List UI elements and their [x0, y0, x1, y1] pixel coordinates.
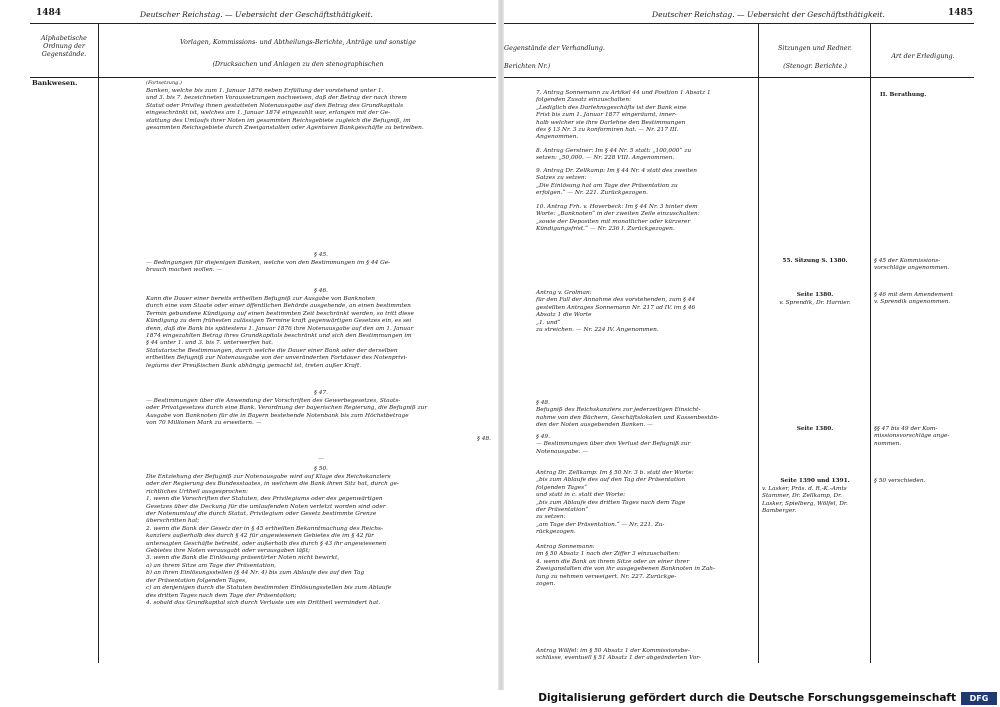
motion-9: 9. Antrag Dr. Zellkamp: Im § 44 Nr. 4 statt des zweiten Satzes zu setzen: „Die Einlösung hat am Tage der Präsentation zu erfolgen.“ — Nr. 221. Zurückgezogen.	[536, 168, 698, 197]
motion-grolman: Antrag v. Grolman: für den Fall der Annahme des vorstehenden, zum § 44 gestellten Antrages Sonnemann Nr. 217 ad IV. im § 46 Absatz 1 die Worte „1. und“ zu streichen. — Nr. 224 IV. Angenommen.	[536, 290, 696, 334]
section-50-text: Die Entziehung der Befugniß zur Notenausgabe wird auf Klage des Reichskanzlers oder der Regierung des Bundesstaates, in welchem die Bank ihren Sitz hat, durch ge- richtliches Urtheil ausgesprochen: 1. wenn die Vorschriften der Statuten, des Privilegiums oder des gegenwärtigen Gesetzes über die Deckung für die umlaufenden Noten verletzt worden sind oder der Notenumlauf die durch Statut, Privilegium oder Gesetz bestimmte Grenze überschritten hat; 2. wenn die Bank der Gesetz der in § 45 ertheilten Bekanntmachung des Reichs- kanzlers außerhalb des durch § 42 für angewiesenen Gebietes die im § 42 für untersagten Geschäfte betreibt, oder außerhalb des durch § 43 ihr angewiesenen Gebietes ihre Noten verausgabt oder verausgaben läßt; 3. wenn die Bank die Einlösung präsentirter Noten nicht bewirkt, a) an ihrem Sitze am Tage der Präsentation, b) an ihren Einlösungsstellen (§ 44 Nr. 4) bis zum Ablaufe des auf den Tag der Präsentation folgenden Tages, c) an denjenigen durch die Statuten bestimmten Einlösungsstellen bis zum Ablaufe des dritten Tages nach dem Tage der Präsentation; 4. sobald das Grundkapital sich durch Verluste um ein Drittheil vermindert hat.	[146, 474, 399, 606]
motion-8: 8. Antrag Gerstner: Im § 44 Nr. 5 statt: „100,000“ zu setzen: „50,000. — Nr. 228 VIII. Angenommen.	[536, 148, 692, 162]
section-50-title: § 50.	[314, 466, 328, 472]
result-second-reading: II. Berathung.	[880, 92, 927, 98]
running-head-right: Deutscher Reichstag. — Uebersicht der Geschäftsthätigkeit.	[652, 10, 885, 19]
session-speakers-a: v. Sprendik, Dr. Harnier.	[779, 300, 851, 306]
section-48-summary: § 48. Befugniß des Reichskanzlers zur jederzeitigen Einsicht- nahme von den Büchern, Geschäftslokalen und Kassenbestän- den der Noten ausgebenden Banken. —	[536, 400, 719, 429]
column-header-subjects: Alphabetische Ordnung der Gegenstände.	[41, 34, 87, 58]
column-divider-sessions	[758, 23, 759, 663]
section-45-title: § 45.	[314, 252, 328, 258]
section-divider-dash: —	[318, 456, 324, 462]
session-55: 55. Sitzung S. 1380.	[782, 258, 848, 264]
dfg-logo: DFG	[961, 692, 997, 705]
result-section-50: § 50 verschieden.	[874, 478, 926, 484]
motion-sonnemann-50: Antrag Sonnemann: im § 50 Absatz 1 nach der Ziffer 3 einzuschalten: 4. wenn die Bank an ihrem Sitze oder an einer ihrer Zweiganstalten die von ihr ausgegebenen Banknoten in Zah- lung zu nehmen verweigert. Nr. 227. Zurückge- zogen.	[536, 544, 715, 588]
session-page-1380-b: Seite 1380.	[796, 426, 834, 432]
column-header-negotiations: Gegenstände der Verhandlung.	[504, 44, 605, 52]
session-speakers-b: v. Lasker, Präs. d. R.-K.-Amts Stammer, Dr. Zellkamp, Dr. Lasker, Spielberg, Wölfel, Dr. Bamberger.	[762, 486, 848, 515]
result-section-45: § 45 der Kommissions- vorschläge angenommen.	[874, 258, 950, 272]
running-head-left: Deutscher Reichstag. — Uebersicht der Geschäftsthätigkeit.	[140, 10, 373, 19]
column-header-results: Art der Erledigung.	[891, 52, 955, 60]
page-number-left: 1484	[36, 8, 62, 18]
section-48-ref: § 48.	[477, 436, 491, 442]
funding-notice: Digitalisierung gefördert durch die Deutsche Forschungsgemeinschaft	[538, 692, 956, 704]
result-section-46: § 46 mit dem Amendement v. Sprendik angenommen.	[874, 292, 953, 306]
section-49-summary: § 49. — Bestimmungen über den Verlust der Befugniß zur Notenausgabe. —	[536, 434, 691, 455]
section-45-text: — Bedingungen für diejenigen Banken, welche von den Bestimmungen im § 44 Ge- brauch machen wollen. —	[146, 260, 391, 274]
header-rule-bottom-right	[504, 77, 974, 78]
header-rule-top-right	[504, 23, 974, 24]
session-page-1380-a: Seite 1380.	[796, 292, 834, 298]
right-page	[502, 0, 998, 690]
left-page	[0, 0, 500, 690]
column-header-documents: Vorlagen, Kommissions- und Abtheilungs-Berichte, Anträge und sonstige	[180, 38, 416, 46]
column-subheader-documents: (Drucksachen und Anlagen zu den stenographischen	[212, 60, 384, 68]
column-header-sessions: Sitzungen und Redner.	[778, 44, 852, 52]
column-subheader-sessions: (Stenogr. Berichte.)	[783, 62, 847, 70]
subject-title: Bankwesen.	[32, 79, 78, 87]
section-47-text: — Bestimmungen über die Anwendung der Vorschriften des Gewerbegesetzes, Staats- oder Privatgesetzes durch eine Bank. Verordnung der bayerischen Regierung, die Befugniß zur Ausgabe von Banknoten für die in Bayern bestehende Notenbank bis zum Höchstbetrage von 70 Millionen Mark zu erweitern. —	[146, 398, 428, 427]
motion-zellkamp-50: Antrag Dr. Zellkamp: Im § 50 Nr. 3 b. statt der Worte: „bis zum Ablaufe des auf den Tag der Präsentation folgenden Tages“ und statt in c. statt der Worte: „bis zum Ablaufe des dritten Tages nach dem Tage der Präsentation“ zu setzen: „am Tage der Präsentation.“ — Nr. 221. Zu- rückgezogen.	[536, 470, 694, 536]
continuation-note: (Fortsetzung.)	[146, 80, 182, 86]
header-rule-bottom	[30, 77, 496, 78]
session-page-1390: Seite 1390 und 1391.	[780, 478, 850, 484]
section-46-text: Kann die Dauer einer bereits ertheilten Befugniß zur Ausgabe von Banknoten durch eine vom Staate oder einer öffentlichen Behörde ausgehende, an einen bestimmten Termin gebundene Kündigung auf einen bestimmten Zeit beschränkt werden, so tritt diese Kündigung zu dem frühesten zulässigen Termine kraft gegenwärtigen Gesetzes ein, es sei denn, daß die Bank bis spätestens 1. Januar 1876 ihre Notenausgabe auf den am 1. Januar 1874 eingezahlten Betrag ihres Grundkapitals beschränkt und sich den Bestimmungen im § 44 unter 1. und 3. bis 7. unterwerfen hat. Statutarische Bestimmungen, durch welche die Dauer einer Bank oder der derselben ertheilten Befugniß zur Notenausgabe von der unveränderten Fortdauer des Notenprivi- legiums der Preußischen Bank abhängig gemacht ist, treten außer Kraft.	[146, 296, 414, 369]
paragraph-intro: Banken, welche bis zum 1. Januar 1876 neben Erfüllung der vorstehend unter 1. und 3. bis 7. bezeichneten Voraussetzungen nachweisen, daß der Betrag der nach ihrem Statut oder Privileg ihnen gestatteten Notenausgabe auf den Betrag des Grundkapitals eingeschränkt ist, welches am 1. Januar 1874 eingezahlt war, erlangen mit der Ge- stattung des Umlaufs ihrer Noten im gesammten Reichsgebiete zugleich die Befugniß, im gesammten Reichsgebiete durch Zweiganstalten oder Agenturen Bankgeschäfte zu betreiben.	[146, 88, 424, 132]
section-47-title: § 47.	[314, 390, 328, 396]
motion-woelfel: Antrag Wölfel: im § 50 Absatz 1 der Kommissionsbe- schlüsse, eventuell § 51 Absatz 1 der abgeänderten Vor-	[536, 648, 701, 662]
motion-7: 7. Antrag Sonnemann zu Artikel 44 und Position 1 Absatz 1 folgenden Zusatz einzuschalten: „Lediglich des Darlehnsgeschäfts ist der Bank eine Frist bis zum 1. Januar 1877 eingeräumt, inner- halb welcher sie ihre Darlehne den Bestimmungen des § 13 Nr. 3 zu konformiren hat. — Nr. 217 III. Angenommen.	[536, 90, 711, 141]
header-rule-top	[30, 23, 496, 24]
funding-footer	[0, 690, 1000, 707]
motion-10: 10. Antrag Frh. v. Hoverbeck: Im § 44 Nr. 3 hinter dem Worte: „Banknoten“ in der zweiten Zeile einzuschalten: „sowie der Depositen mit monatlicher oder kürzerer Kündigungsfrist.“ — Nr. 236 I. Zurückgezogen.	[536, 204, 700, 233]
column-subheader-negotiations: Berichten Nr.)	[504, 62, 551, 70]
column-divider-results	[870, 23, 871, 663]
result-sections-47-49: §§ 47 bis 49 der Kom- missionsvorschläge ange- nommen.	[874, 426, 950, 447]
section-46-title: § 46.	[314, 288, 328, 294]
column-divider-left	[98, 23, 99, 663]
page-number-right: 1485	[948, 8, 974, 18]
